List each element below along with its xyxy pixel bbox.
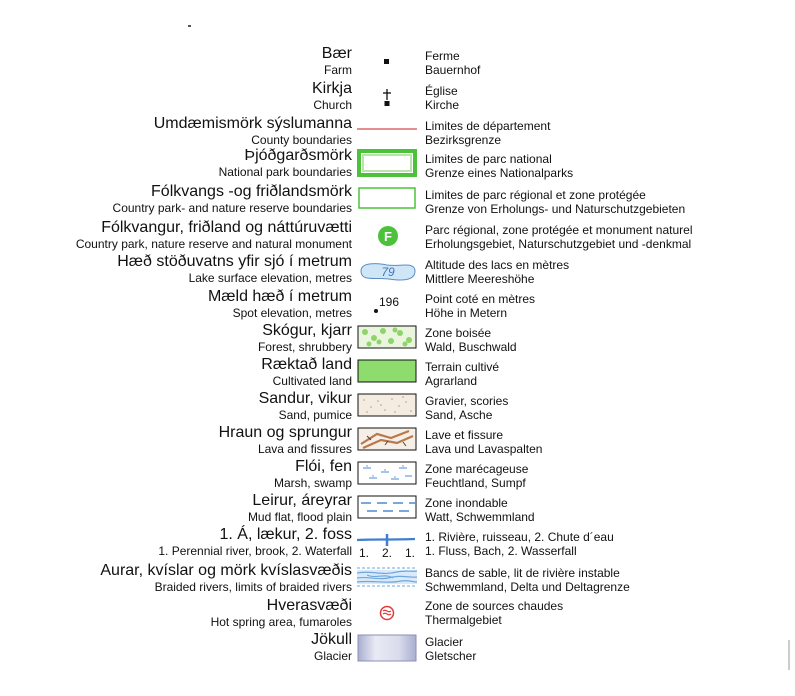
french-label: Lave et fissure xyxy=(425,428,504,442)
icelandic-label: Fólkvangur, friðland og náttúruvætti xyxy=(101,219,352,236)
icelandic-label: Hæð stöðuvatns yfir sjó í metrum xyxy=(117,253,352,270)
spot-height-icon xyxy=(357,292,417,318)
english-label: Mud flat, flood plain xyxy=(247,510,352,524)
icelandic-label: Hraun og sprungur xyxy=(218,424,352,441)
red-line-icon xyxy=(357,121,417,131)
icelandic-label: Hverasvæði xyxy=(266,597,352,614)
english-label: Spot elevation, metres xyxy=(232,306,352,320)
river-label: 1. xyxy=(359,546,370,560)
church-cross-icon xyxy=(357,86,417,110)
german-label: Höhe in Metern xyxy=(425,306,508,320)
french-label: Zone de sources chaudes xyxy=(425,599,564,613)
icelandic-label: Kirkja xyxy=(311,80,352,97)
icelandic-label: Umdæmismörk sýslumanna xyxy=(153,115,352,132)
english-label: Braided rivers, limits of braided rivers xyxy=(154,580,352,594)
nature-reserve-frame-icon xyxy=(357,185,417,211)
national-park-frame-icon xyxy=(357,148,417,178)
lake-elevation-value: 79 xyxy=(381,265,395,279)
french-label: Zone boisée xyxy=(425,326,492,340)
english-label: Glacier xyxy=(313,649,352,663)
icelandic-label: 1. Á, lækur, 2. foss xyxy=(219,526,352,543)
english-label: Lava and fissures xyxy=(257,442,352,456)
sand-swatch-icon xyxy=(357,392,417,418)
french-label: Bancs de sable, lit de rivière instable xyxy=(425,566,620,580)
icelandic-label: Sandur, vikur xyxy=(258,390,352,407)
scan-speck xyxy=(188,25,191,27)
french-label: 1. Rivière, ruisseau, 2. Chute d´eau xyxy=(425,530,614,544)
french-label: Ferme xyxy=(425,49,460,63)
spot-height-value: 196 xyxy=(379,295,400,309)
english-label: Hot spring area, fumaroles xyxy=(210,615,352,629)
english-label: Farm xyxy=(324,63,352,77)
german-label: Kirche xyxy=(425,98,460,112)
farm-icon xyxy=(357,55,417,71)
french-label: Limites de parc régional et zone protégée xyxy=(425,188,646,202)
english-label: 1. Perennial river, brook, 2. Waterfall xyxy=(158,544,352,558)
icelandic-label: Jökull xyxy=(311,631,352,648)
icelandic-label: Þjóðgarðsmörk xyxy=(244,147,352,164)
icelandic-label: Bær xyxy=(321,45,352,62)
icelandic-label: Flói, fen xyxy=(295,458,352,475)
french-label: Zone marécageuse xyxy=(425,462,529,476)
badge-letter: F xyxy=(384,229,392,244)
lake-icon xyxy=(357,259,417,285)
english-label: Marsh, swamp xyxy=(273,476,352,490)
english-label: Country park, nature reserve and natural monument xyxy=(75,237,352,251)
glacier-swatch-icon xyxy=(357,633,417,663)
icelandic-label: Aurar, kvíslar og mörk kvíslasvæðis xyxy=(100,562,352,579)
forest-swatch-icon xyxy=(357,324,417,350)
cultivated-swatch-icon xyxy=(357,358,417,384)
icelandic-label: Mæld hæð í metrum xyxy=(207,288,352,305)
french-label: Gravier, scories xyxy=(425,394,509,408)
icelandic-label: Skógur, kjarr xyxy=(262,322,352,339)
english-label: Cultivated land xyxy=(272,374,352,388)
scan-speck xyxy=(788,640,790,670)
german-label: Bauernhof xyxy=(425,63,481,77)
german-label: Bezirksgrenze xyxy=(425,133,502,147)
english-label: Church xyxy=(313,98,352,112)
english-label: Forest, shrubbery xyxy=(257,340,352,354)
german-label: Erholungsgebiet, Naturschutzgebiet und -denkmal xyxy=(425,237,692,251)
hot-spring-icon xyxy=(357,599,417,625)
german-label: Watt, Schwemmland xyxy=(425,510,535,524)
lava-swatch-icon xyxy=(357,426,417,452)
german-label: Gletscher xyxy=(425,649,477,663)
braided-river-icon xyxy=(357,564,417,590)
waterfall-label: 2. xyxy=(382,546,393,560)
german-label: Mittlere Meereshöhe xyxy=(425,272,535,286)
german-label: Lava und Lavaspalten xyxy=(425,442,543,456)
german-label: Thermalgebiet xyxy=(425,613,502,627)
german-label: Sand, Asche xyxy=(425,408,493,422)
french-label: Parc régional, zone protégée et monument naturel xyxy=(425,223,693,237)
icelandic-label: Fólkvangs -og friðlandsmörk xyxy=(151,183,352,200)
country-park-f-icon xyxy=(357,223,417,249)
river-waterfall-icon xyxy=(357,528,417,560)
english-label: County boundaries xyxy=(251,133,352,147)
french-label: Altitude des lacs en mètres xyxy=(425,258,570,272)
english-label: Lake surface elevation, metres xyxy=(188,271,352,285)
brook-label: 1. xyxy=(405,546,416,560)
french-label: Glacier xyxy=(425,635,464,649)
french-label: Zone inondable xyxy=(425,496,508,510)
german-label: Schwemmland, Delta und Deltagrenze xyxy=(425,580,630,594)
english-label: Sand, pumice xyxy=(278,408,352,422)
german-label: Wald, Buschwald xyxy=(425,340,517,354)
german-label: 1. Fluss, Bach, 2. Wasserfall xyxy=(425,544,577,558)
english-label: Country park- and nature reserve boundaries xyxy=(112,201,352,215)
french-label: Terrain cultivé xyxy=(425,360,500,374)
german-label: Agrarland xyxy=(425,374,478,388)
german-label: Grenze eines Nationalparks xyxy=(425,166,574,180)
french-label: Limites de département xyxy=(425,119,551,133)
french-label: Point coté en mètres xyxy=(425,292,536,306)
mudflat-swatch-icon xyxy=(357,494,417,520)
icelandic-label: Ræktað land xyxy=(261,356,352,373)
icelandic-label: Leirur, áreyrar xyxy=(252,492,352,509)
german-label: Grenze von Erholungs- und Naturschutzgebieten xyxy=(425,202,686,216)
french-label: Limites de parc national xyxy=(425,152,552,166)
german-label: Feuchtland, Sumpf xyxy=(425,476,526,490)
english-label: National park boundaries xyxy=(218,165,352,179)
marsh-swatch-icon xyxy=(357,460,417,486)
french-label: Église xyxy=(425,84,458,98)
